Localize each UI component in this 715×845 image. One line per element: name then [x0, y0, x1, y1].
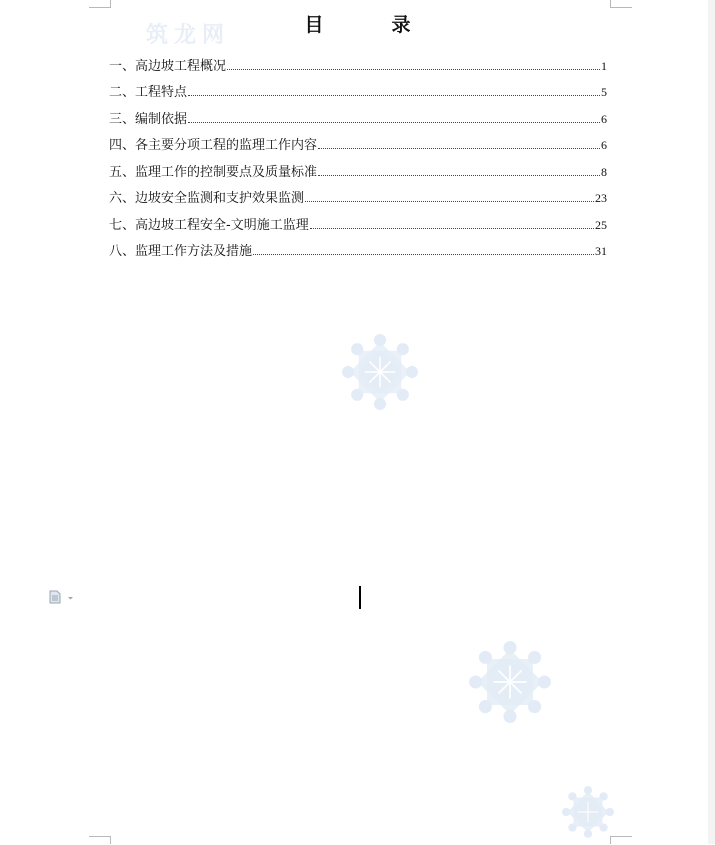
- toc-entry[interactable]: [109, 100, 607, 127]
- toc-entry-page: 31: [595, 244, 607, 258]
- toc-entry[interactable]: [109, 74, 607, 101]
- paste-options-icon: [48, 590, 76, 604]
- page-corner-mark: [110, 0, 111, 7]
- toc-entry[interactable]: [109, 47, 607, 74]
- toc-entry-label: 六、边坡安全监测和支护效果监测: [109, 191, 305, 206]
- flower-logo-icon: [469, 641, 551, 723]
- toc-entry-label: 二、工程特点: [109, 85, 188, 100]
- page-corner-mark: [89, 0, 111, 8]
- toc-entry-page: 5: [601, 85, 607, 99]
- toc-leader: [305, 200, 594, 202]
- toc-entry-page: 6: [601, 138, 607, 152]
- title-left: 目: [304, 14, 324, 36]
- toc-entry-label: 四、各主要分项工程的监理工作内容: [109, 138, 318, 153]
- toc-entry[interactable]: [109, 233, 607, 260]
- toc-entry[interactable]: [109, 206, 607, 233]
- toc-entry[interactable]: [109, 127, 607, 154]
- page-corner-mark: [110, 836, 111, 844]
- toc-leader: [188, 94, 600, 96]
- page-corner-mark: [610, 0, 611, 7]
- toc-entry-label: 七、高边坡工程安全-文明施工监理: [109, 217, 309, 233]
- toc-leader: [318, 147, 600, 149]
- toc-leader: [310, 227, 594, 229]
- flower-logo-icon: [342, 334, 418, 410]
- toc-entry-label: 三、编制依据: [109, 111, 188, 127]
- paste-options-button[interactable]: [48, 589, 76, 603]
- toc-entry-label: 八、监理工作方法及措施: [109, 244, 253, 259]
- toc-leader: [318, 174, 600, 176]
- toc-entry-page: 8: [601, 164, 607, 179]
- scrollbar[interactable]: [708, 0, 715, 844]
- toc-leader: [188, 121, 600, 123]
- title-right: 录: [391, 14, 411, 36]
- flower-logo-icon: [562, 786, 614, 838]
- toc-entry-page: 23: [595, 191, 607, 205]
- page-corner-mark: [610, 0, 632, 8]
- toc-entry-page: 6: [601, 111, 607, 126]
- toc-entry-label: 五、监理工作的控制要点及质量标准: [109, 164, 318, 180]
- watermark-text: 筑龙网: [146, 23, 231, 48]
- page-title: [0, 10, 715, 37]
- toc-entry-page: 1: [601, 58, 607, 73]
- toc-leader: [253, 253, 594, 255]
- toc-entry[interactable]: [109, 153, 607, 180]
- toc-entry-page: 25: [595, 217, 607, 232]
- toc-entry-label: 一、高边坡工程概况: [109, 58, 227, 74]
- table-of-contents: [109, 47, 607, 259]
- toc-leader: [227, 68, 600, 70]
- toc-entry[interactable]: [109, 180, 607, 207]
- text-cursor: [359, 586, 361, 609]
